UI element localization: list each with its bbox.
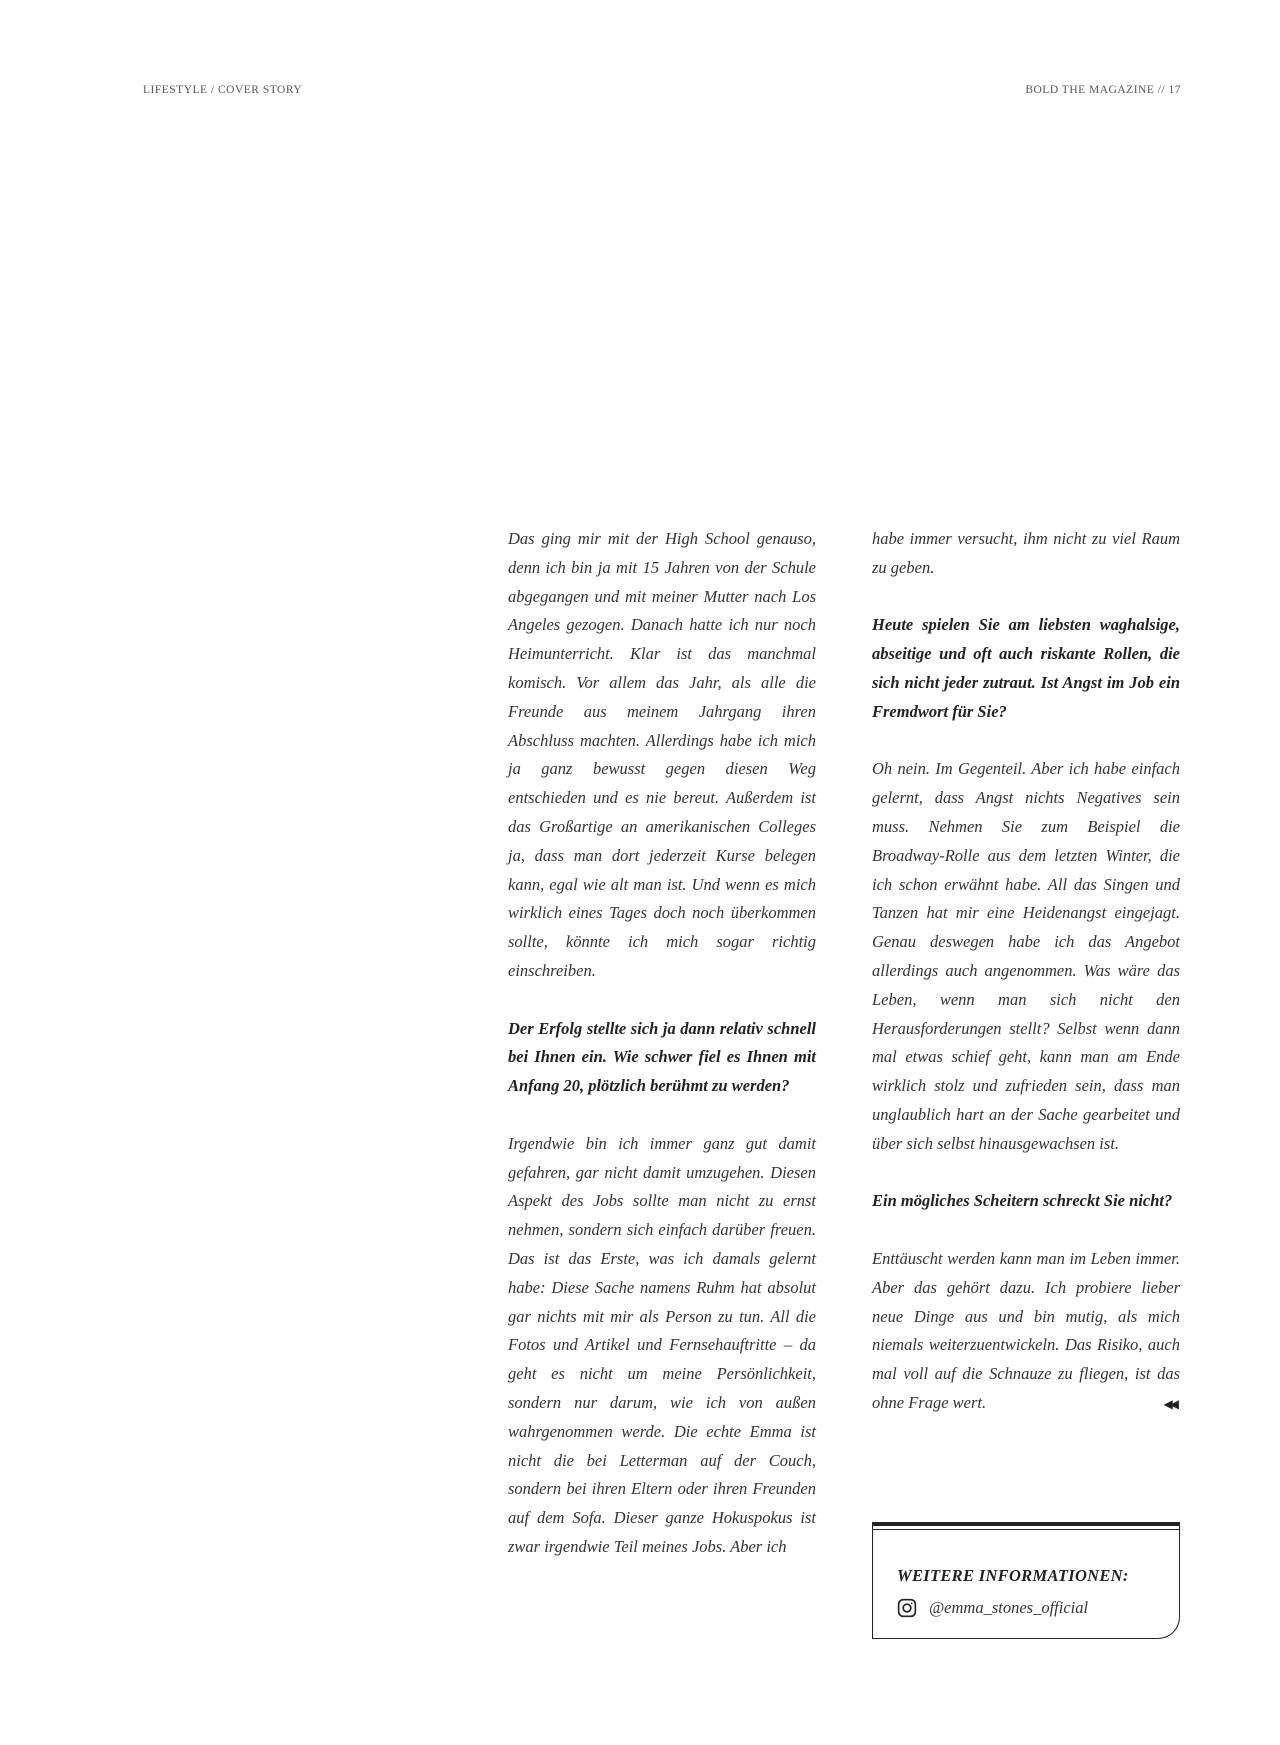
interview-question: Heute spielen Sie am liebsten waghalsige, abseitige und oft auch riskante Rollen, die sich nicht jeder zutraut. Ist Angst im Job ein Fremdwort für Sie?	[872, 615, 1180, 721]
final-answer-text: Enttäuscht werden kann man im Leben immer. Aber das gehört dazu. Ich probiere lieber neue Dinge aus und bin mutig, als mich niemals weiterzuentwickeln. Das Risiko, auch mal voll auf die Schnauze zu fliegen, ist das ohne Frage wert.	[872, 1248, 1180, 1412]
interview-question: Der Erfolg stellte sich ja dann relativ schnell bei Ihnen ein. Wie schwer fiel es Ihnen mit Anfang 20, plötzlich berühmt zu werden?	[508, 1018, 816, 1096]
interview-question: Ein mögliches Scheitern schreckt Sie nicht?	[872, 1191, 1173, 1211]
instagram-icon	[897, 1598, 917, 1618]
answer-paragraph: habe immer versucht, ihm nicht zu viel Raum zu geben.	[872, 529, 1180, 577]
instagram-handle-link[interactable]: @emma_stones_official	[929, 1598, 1089, 1617]
info-box-title: WEITERE INFORMATIONEN:	[897, 1566, 1129, 1585]
answer-paragraph: Irgendwie bin ich immer ganz gut damit gefahren, gar nicht damit umzugehen. Diesen Aspekt des Jobs sollte man nicht zu ernst nehmen, sondern sich einfach darüber freuen. Das ist das Erste, was ich damals gelernt habe: Diese Sache namens Ruhm hat absolut gar nichts mit mir als Person zu tun. All die Fotos und Artikel und Fernsehauftritte – da geht es nicht um meine Persönlichkeit, sondern nur darum, wie ich von außen wahrgenommen werde. Die echte Emma ist nicht die bei Letterman auf der Couch, sondern bei ihren Eltern oder ihren Freunden auf dem Sofa. Dieser ganze Hokuspokus ist zwar irgendwie Teil meines Jobs. Aber ich	[508, 1133, 816, 1556]
social-handle-row[interactable]	[897, 1598, 1088, 1618]
final-answer-paragraph	[872, 1245, 1180, 1418]
running-head-page-number: BOLD THE MAGAZINE // 17	[1025, 84, 1181, 96]
end-of-article-icon: ◀◀	[1163, 1396, 1176, 1411]
answer-paragraph: Oh nein. Im Gegenteil. Aber ich habe einfach gelernt, dass Angst nichts Negatives sein muss. Nehmen Sie zum Beispiel die Broadway-Rolle aus dem letzten Winter, die ich schon erwähnt habe. All das Singen und Tanzen hat mir eine Heidenangst eingejagt. Genau deswegen habe ich das Angebot allerdings auch angenommen. Was wäre das Leben, wenn man sich nicht den Herausforderungen stellt? Selbst wenn dann mal etwas schief geht, kann man am Ende wirklich stolz und zufrieden sein, dass man unglaublich hart an der Sache gearbeitet und über sich selbst hinausgewachsen ist.	[872, 759, 1180, 1153]
info-box	[872, 1522, 1180, 1639]
article-column-left	[508, 525, 816, 1590]
article-column-right	[872, 525, 1180, 1447]
answer-paragraph: Das ging mir mit der High School genauso, denn ich bin ja mit 15 Jahren von der Schule abgegangen und mit meiner Mutter nach Los Angeles gezogen. Danach hatte ich nur noch Heimunterricht. Klar ist das manchmal komisch. Vor allem das Jahr, als alle die Freunde aus meinem Jahrgang ihren Abschluss machten. Allerdings habe ich mich ja ganz bewusst gegen diesen Weg entschieden und es nie bereut. Außerdem ist das Großartige an amerikanischen Colleges ja, dass man dort jederzeit Kurse belegen kann, egal wie alt man ist. Und wenn es mich wirklich eines Tages doch noch überkommen sollte, könnte ich mich sogar richtig einschreiben.	[508, 529, 816, 980]
running-head-section: LIFESTYLE / COVER STORY	[143, 84, 303, 96]
